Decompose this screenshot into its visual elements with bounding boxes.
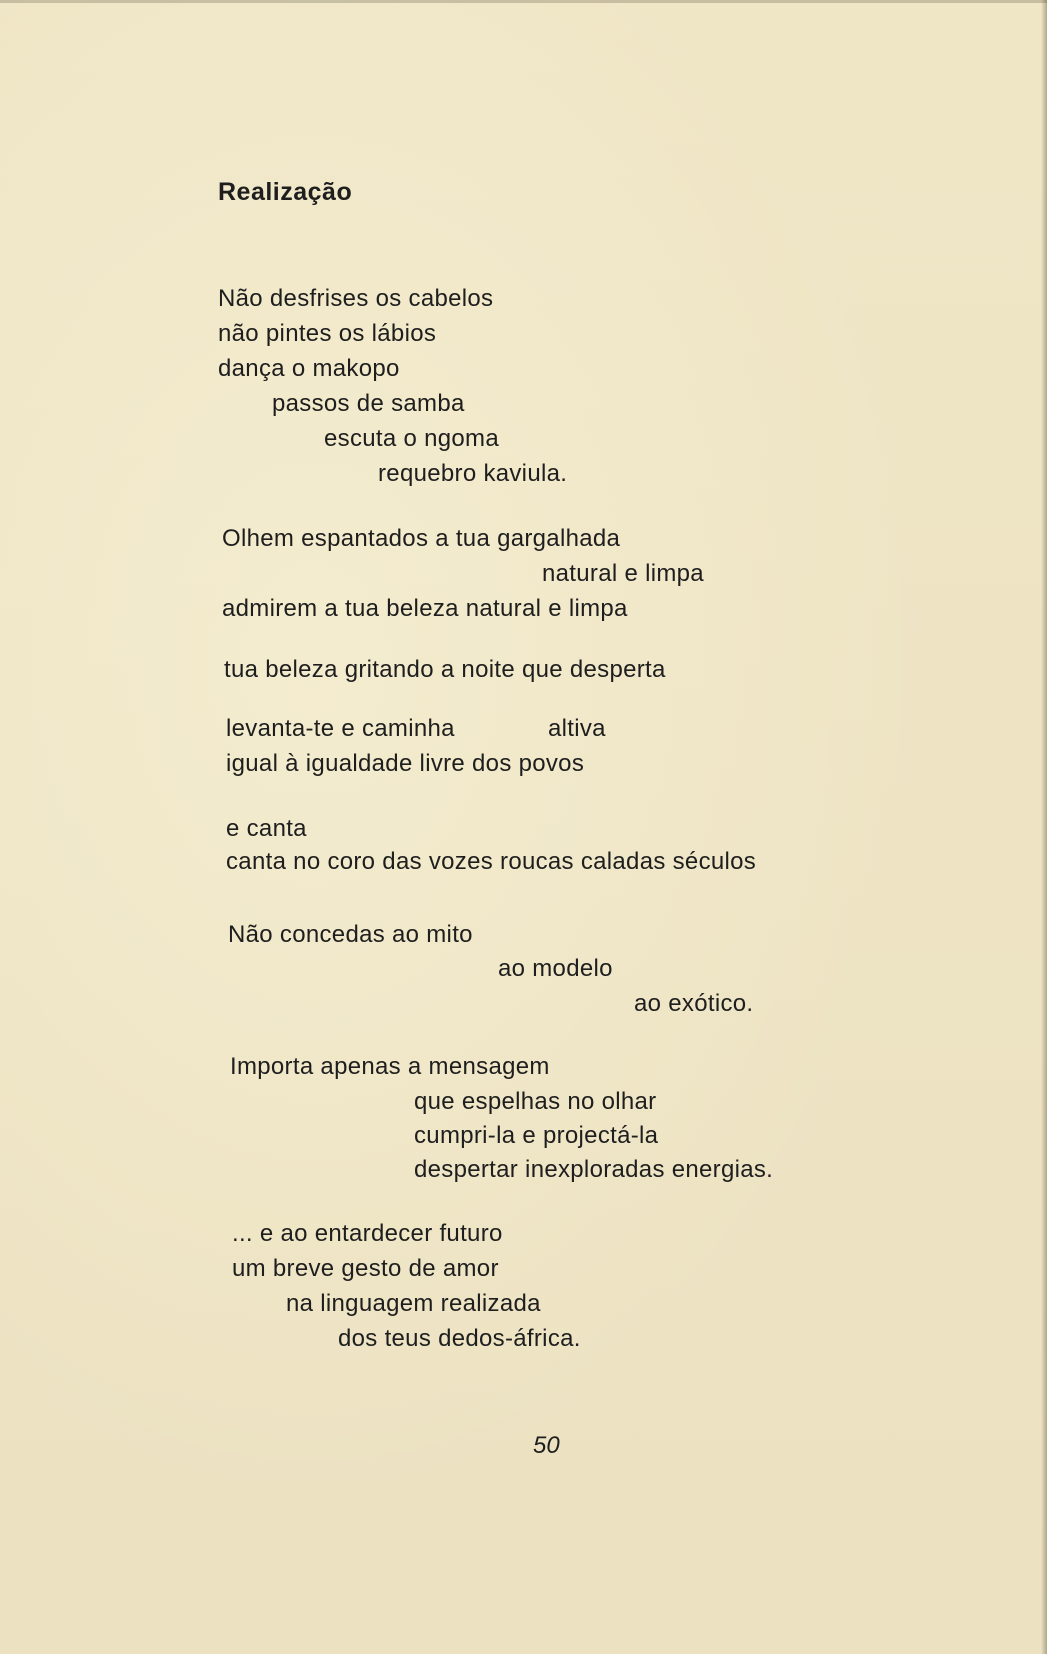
poem-line: natural e limpa	[542, 560, 704, 587]
poem-line: Olhem espantados a tua gargalhada	[222, 525, 621, 552]
poem-line: ao exótico.	[634, 990, 754, 1017]
poem-line: cumpri-la e projectá-la	[414, 1122, 659, 1149]
poem-line: despertar inexploradas energias.	[414, 1156, 774, 1183]
poem-line: altiva	[548, 715, 606, 742]
page-right-edge	[1041, 0, 1047, 1654]
poem-line: não pintes os lábios	[218, 320, 437, 347]
poem-line: admirem a tua beleza natural e limpa	[222, 595, 628, 622]
poem-line: tua beleza gritando a noite que desperta	[224, 656, 666, 683]
poem-title: Realização	[218, 178, 353, 206]
poem-line: ... e ao entardecer futuro	[232, 1220, 503, 1247]
poem-line: canta no coro das vozes roucas caladas séculos	[226, 848, 757, 875]
poem-line: levanta-te e caminha	[226, 715, 455, 742]
poem-line: ao modelo	[498, 955, 613, 982]
poem-line: Importa apenas a mensagem	[230, 1053, 550, 1080]
poem-line: Não concedas ao mito	[228, 921, 473, 948]
poem-line: escuta o ngoma	[324, 425, 499, 452]
poem-line: requebro kaviula.	[378, 460, 568, 487]
poem-line: um breve gesto de amor	[232, 1255, 499, 1282]
poem-line: dos teus dedos-áfrica.	[338, 1325, 581, 1352]
page-number: 50	[533, 1432, 560, 1459]
poem-line: Não desfrises os cabelos	[218, 285, 494, 312]
poem-line: que espelhas no olhar	[414, 1088, 657, 1115]
poem-line: passos de samba	[272, 390, 465, 417]
poem-line: igual à igualdade livre dos povos	[226, 750, 585, 777]
page-top-edge	[0, 0, 1047, 3]
poem-line: dança o makopo	[218, 355, 400, 382]
poem-line: na linguagem realizada	[286, 1290, 541, 1317]
poem-line: e canta	[226, 815, 307, 842]
